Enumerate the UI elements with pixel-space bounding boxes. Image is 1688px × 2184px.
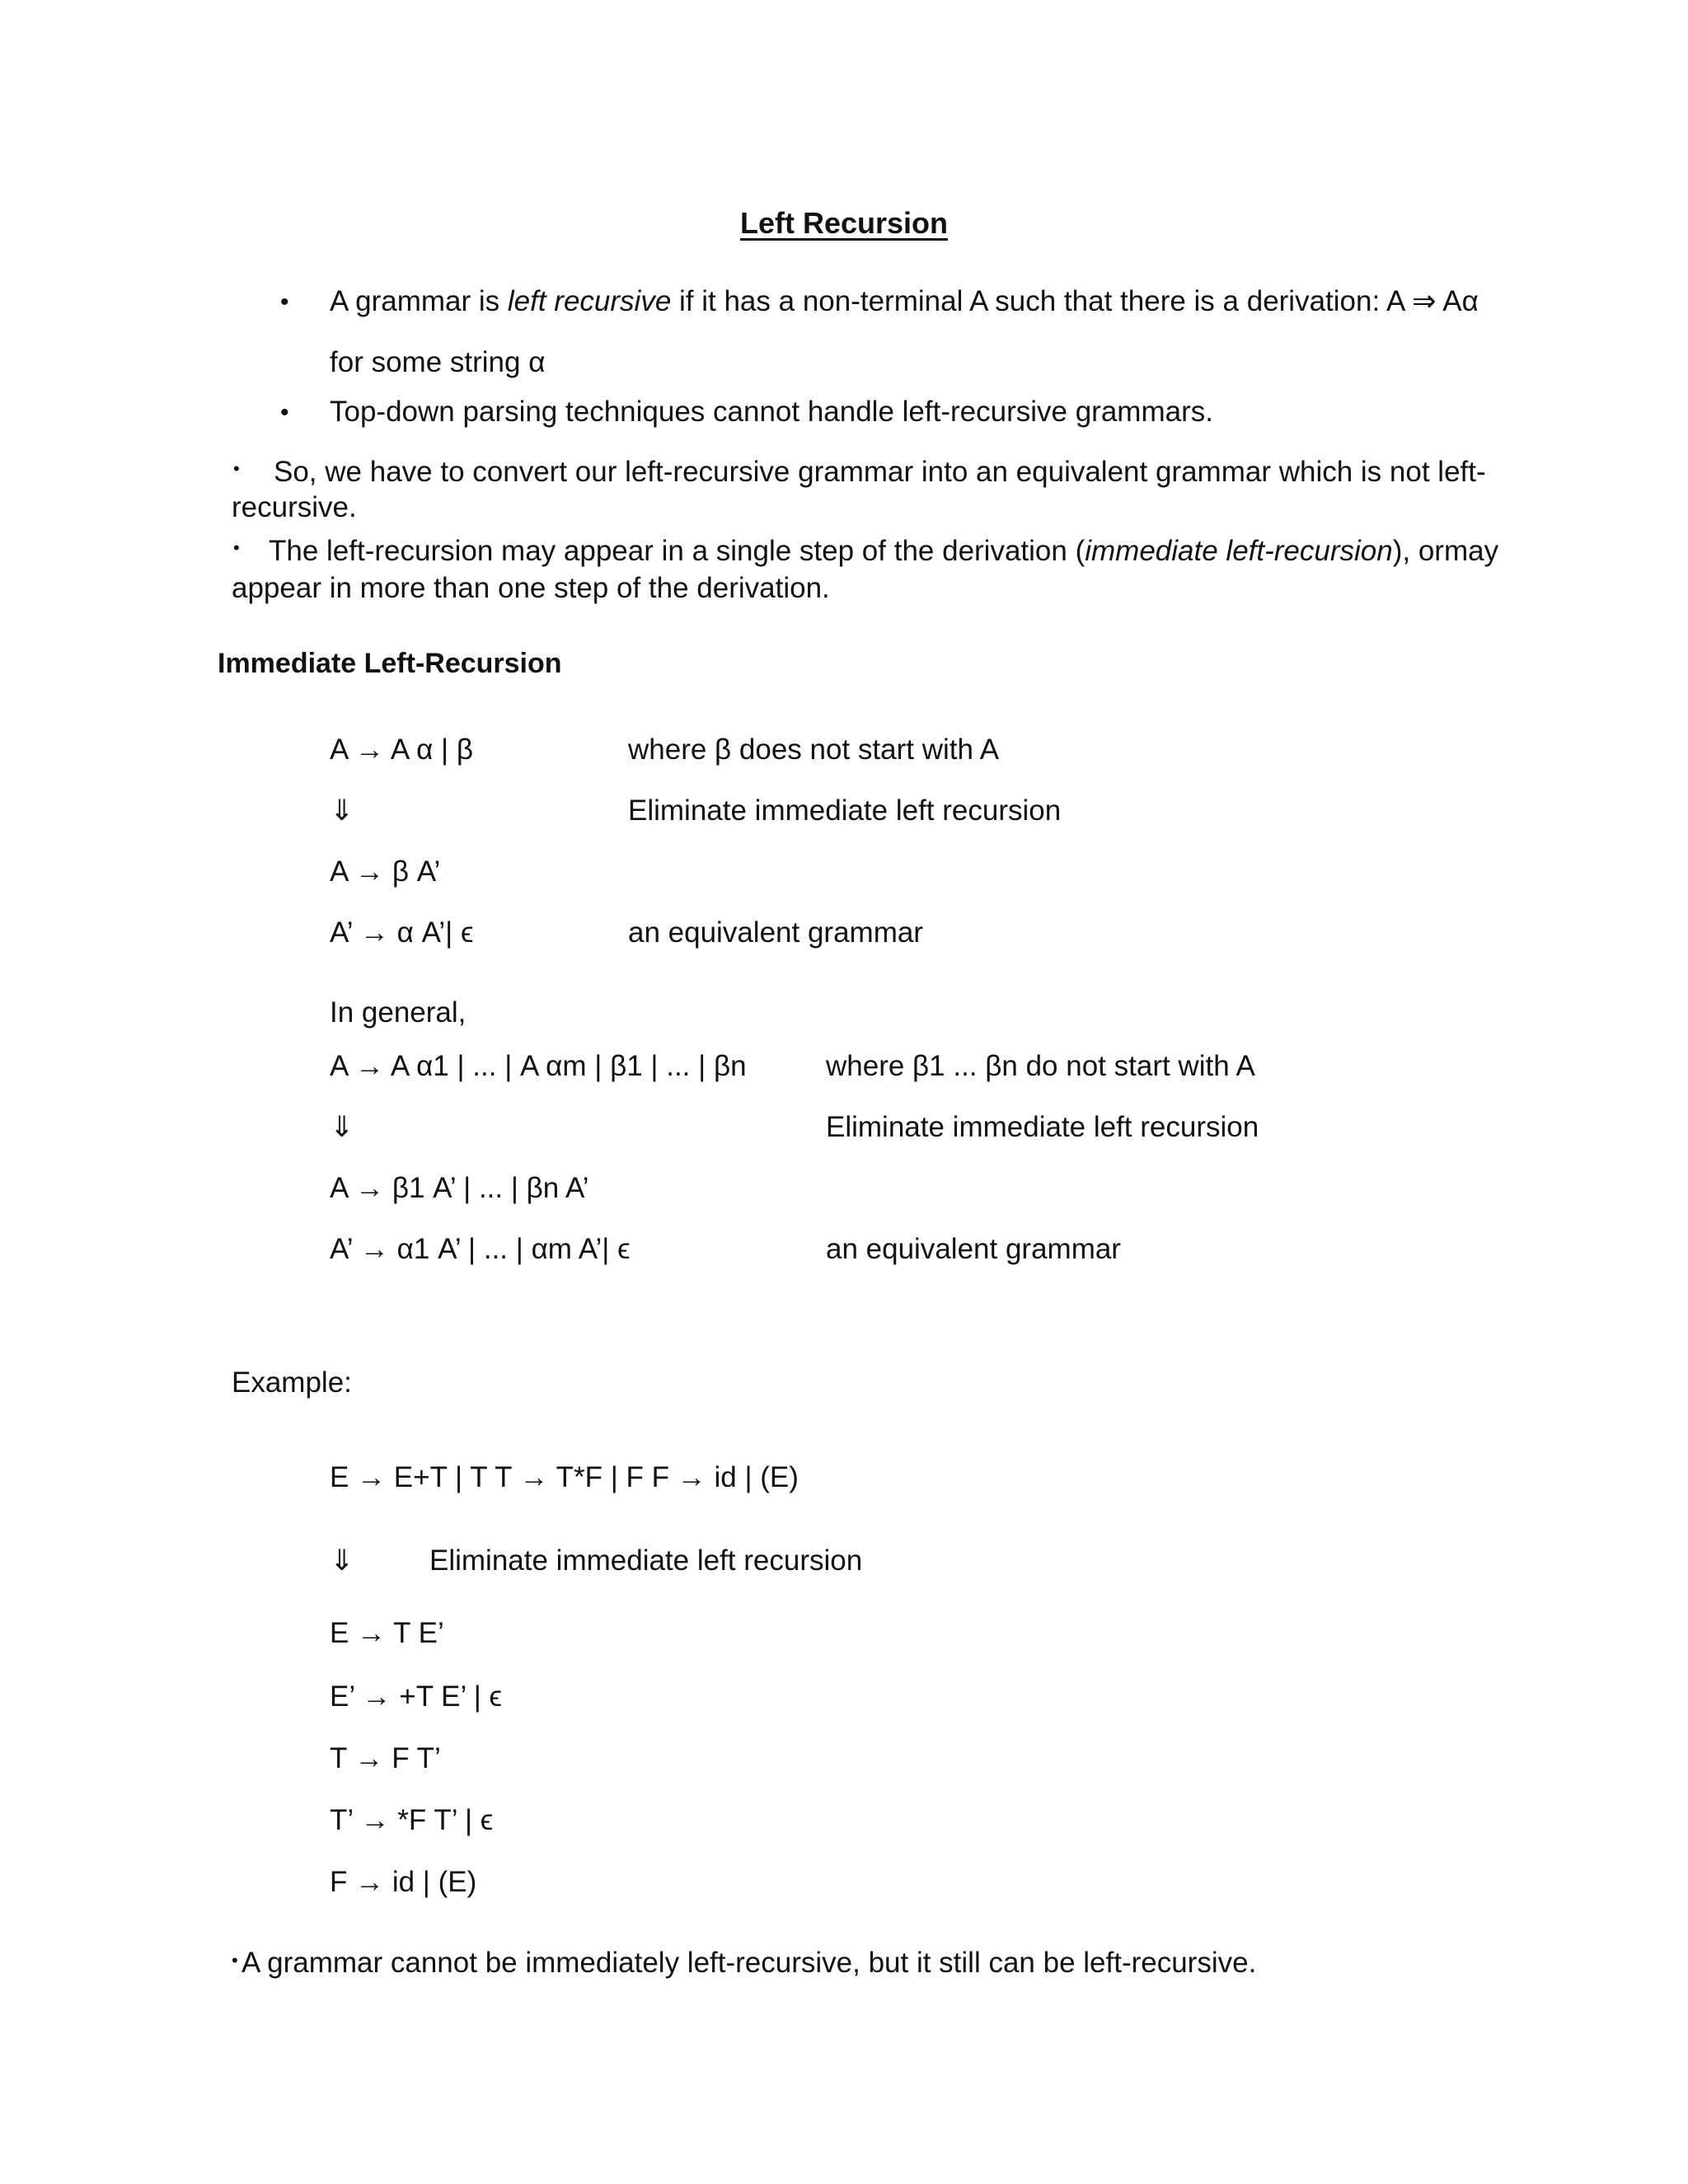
example-grammar: E → E+T | T T → T*F | F F → id | (E) [330,1461,799,1493]
section-heading: Immediate Left-Recursion [218,648,562,679]
bullet-marker: • [280,399,289,426]
grammar-rule: T → F T’ [330,1742,441,1774]
grammar-rule: F → id | (E) [330,1866,477,1898]
derivation-arrow: ⇓ [330,794,354,827]
grammar-note: Eliminate immediate left recursion [628,794,1062,827]
bullet-text [330,287,1479,316]
bullet-marker: • [232,1950,238,1971]
bullet-text-continuation: recursive. [232,491,357,523]
grammar-rule: A → β A’ [330,855,441,888]
bullet-text: Top-down parsing techniques cannot handle left-recursive grammars. [330,396,1213,428]
grammar-note: an equivalent grammar [628,916,923,949]
grammar-rule: T’ → *F T’ | ϵ [330,1804,494,1836]
bullet-text-italic: left recursive [507,285,672,317]
bullet-marker: • [280,288,289,316]
grammar-rule: A’ → α1 A’ | ... | αm A’| ϵ [330,1233,631,1265]
grammar-rule: E → T E’ [330,1617,444,1649]
grammar-rule: A’ → α A’| ϵ [330,916,474,949]
grammar-note: where β does not start with A [628,733,1000,766]
grammar-note: Eliminate immediate left recursion [429,1544,863,1577]
bullet-text: So, we have to convert our left-recursive grammar into an equivalent grammar which is not left- [274,456,1486,488]
derivation-arrow: ⇓ [330,1544,354,1577]
bullet-text [269,537,1498,565]
grammar-note: where β1 ... βn do not start with A [826,1050,1255,1082]
bullet-marker: • [233,537,240,558]
final-note-text: A grammar cannot be immediately left-recursive, but it still can be left-recursive. [241,1947,1257,1979]
grammar-rule: A → A α1 | ... | A αm | β1 | ... | βn [330,1050,747,1082]
derivation-arrow: ⇓ [330,1111,354,1143]
bullet-text-pre: The left-recursion may appear in a single step of the derivation ( [269,535,1085,567]
grammar-note: Eliminate immediate left recursion [826,1111,1259,1143]
bullet-text-post: ), ormay [1392,535,1499,567]
grammar-rule: E’ → +T E’ | ϵ [330,1680,503,1713]
example-label: Example: [232,1366,352,1399]
bullet-marker: • [233,458,240,479]
page-title: Left Recursion [739,206,949,240]
grammar-rule: A → β1 A’ | ... | βn A’ [330,1172,589,1204]
bullet-text-italic: immediate left-recursion [1085,535,1393,567]
bullet-text-pre: A grammar is [330,285,508,317]
bullet-text-post: if it has a non-terminal A such that there is a derivation: A ⇒ Aα [671,285,1479,317]
grammar-rule: A → A α | β [330,733,473,766]
grammar-note: an equivalent grammar [826,1233,1121,1265]
bullet-text-continuation: appear in more than one step of the derivation. [232,572,830,604]
bullet-text-continuation: for some string α [330,346,546,378]
general-intro: In general, [330,996,467,1029]
